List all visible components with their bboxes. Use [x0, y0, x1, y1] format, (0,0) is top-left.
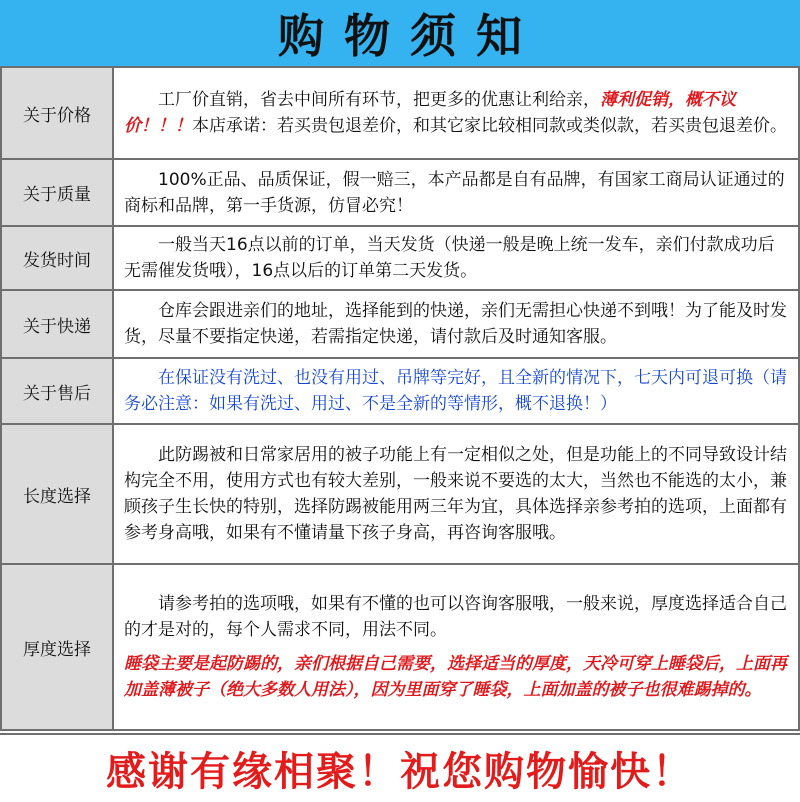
footer-banner: [0, 733, 800, 802]
row-price: [1, 67, 799, 159]
price-text-2: 本店承诺：若买贵包退差价，和其它家比较相同款或类似款，若买贵包退差价。: [192, 116, 787, 136]
content-quality: [113, 159, 799, 226]
notice-table: [0, 66, 800, 731]
content-shipping-time: [113, 226, 799, 290]
content-express: [113, 290, 799, 358]
thickness-red-text: 睡袋主要是起防踢的，亲们根据自己需要，选择适当的厚度，天冷可穿上睡袋后，上面再加盖薄被子（绝大多数人用法），因为里面穿了睡袋，上面加盖的被子也很难踢掉的。: [124, 654, 787, 700]
label-after-sales: 关于售后: [1, 358, 113, 424]
price-text-1: 工厂价直销，省去中间所有环节，把更多的优惠让利给亲，: [158, 90, 600, 110]
price-red-text: 薄利促销，概不议价！！！: [124, 90, 736, 136]
content-length: [113, 424, 799, 564]
express-text: 仓库会跟进亲们的地址，选择能到的快递，亲们无需担心快递不到哦！为了能及时发货，尽量不要指定快递，若需指定快递，请付款后及时通知客服。: [124, 301, 787, 347]
shipping-time-text: 一般当天16点以前的订单，当天发货（快递一般是晚上统一发车，亲们付款成功后无需催发货哦），16点以后的订单第二天发货。: [124, 235, 775, 281]
content-after-sales: [113, 358, 799, 424]
thickness-paragraph: [124, 591, 790, 643]
row-length: [1, 424, 799, 564]
content-price: [113, 67, 799, 159]
label-price: 关于价格: [1, 67, 113, 159]
content-thickness: [113, 564, 799, 730]
after-sales-text: 在保证没有洗过、也没有用过、吊牌等完好，且全新的情况下，七天内可退可换（请务必注意：如果有洗过、用过、不是全新的等情形，概不退换！）: [124, 368, 787, 414]
header-banner: [0, 0, 800, 66]
length-text: 此防踢被和日常家居用的被子功能上有一定相似之处，但是功能上的不同导致设计结构完全不用，使用方式也有较大差别，一般来说不要选的太大，当然也不能选的太小，兼顾孩子生长快的特别，选择防踢被能用两三年为宜，具体选择亲参考拍的选项，上面都有参考身高哦，如果有不懂请量下孩子身高，再咨询客服哦。: [124, 445, 787, 543]
label-express: 关于快递: [1, 290, 113, 358]
row-shipping-time: [1, 226, 799, 290]
thickness-text: 请参考拍的选项哦，如果有不懂的也可以咨询客服哦，一般来说，厚度选择适合自己的才是对的，每个人需求不同，用法不同。: [124, 594, 787, 640]
label-length: 长度选择: [1, 424, 113, 564]
row-after-sales: [1, 358, 799, 424]
page-title: 购物须知: [278, 9, 542, 63]
quality-text: 100%正品、品质保证，假一赔三，本产品都是自有品牌，有国家工商局认证通过的商标和品牌，第一手货源，仿冒必究！: [124, 169, 785, 216]
row-quality: [1, 159, 799, 226]
row-express: [1, 290, 799, 358]
label-thickness: 厚度选择: [1, 564, 113, 730]
label-quality: 关于质量: [1, 159, 113, 226]
footer-thanks: 感谢有缘相聚！祝您购物愉快！: [106, 749, 694, 795]
row-thickness: [1, 564, 799, 730]
label-shipping-time: 发货时间: [1, 226, 113, 290]
